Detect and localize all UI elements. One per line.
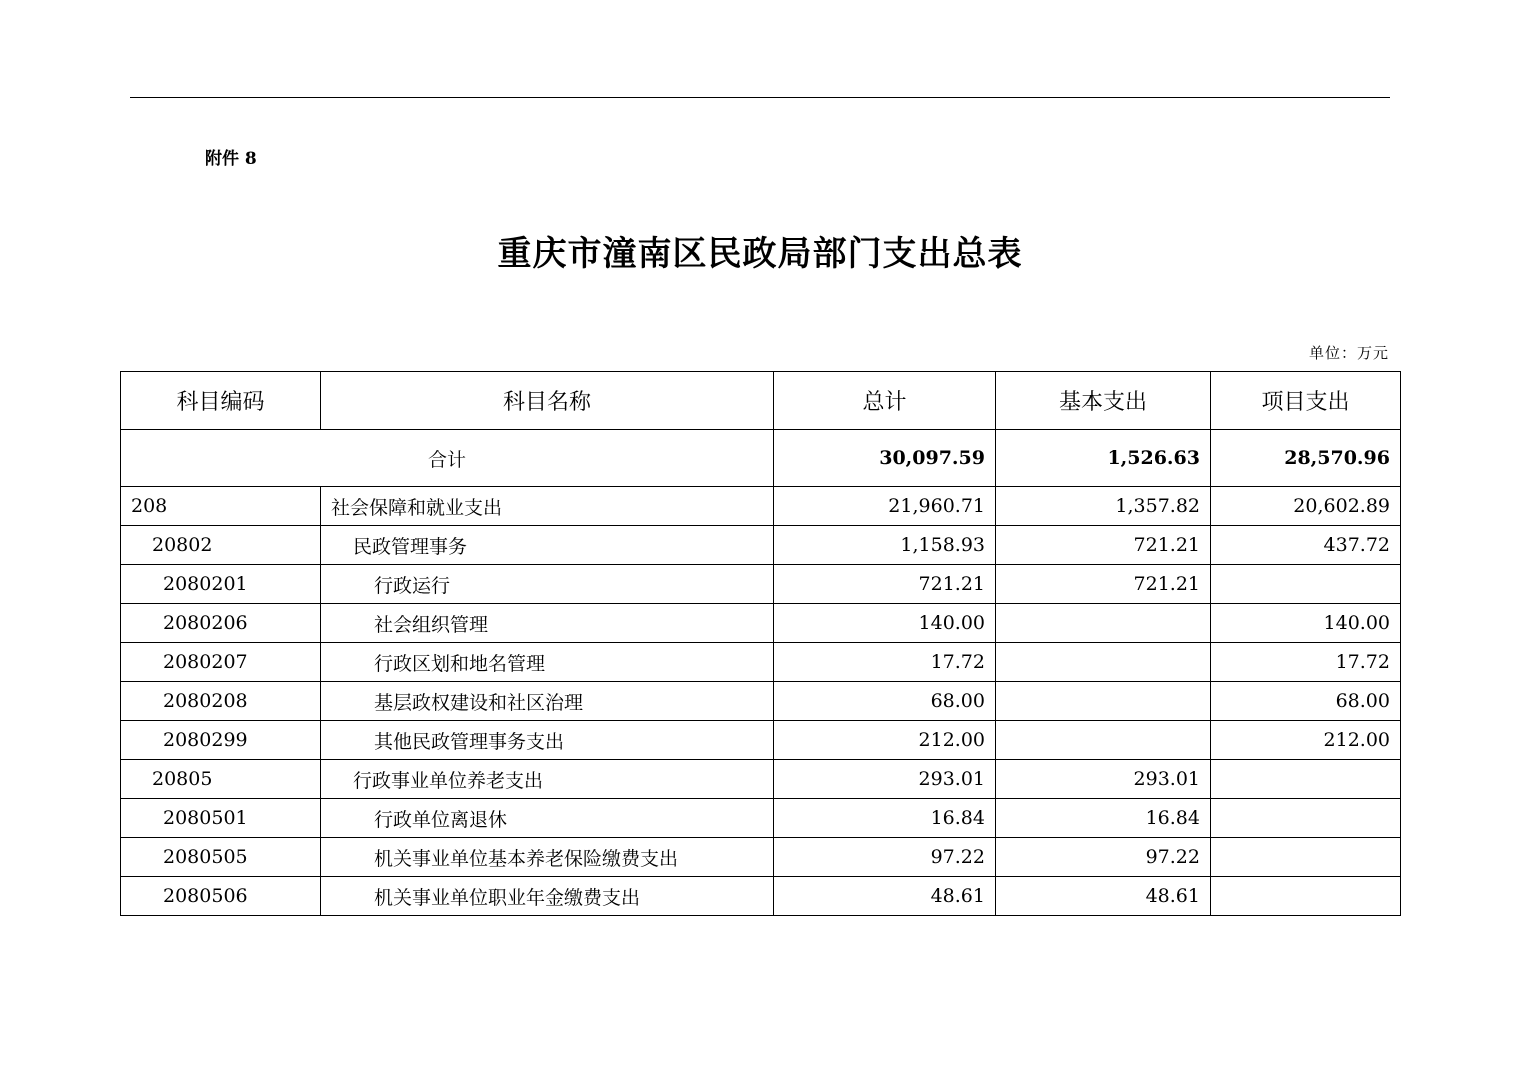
row-project: [1211, 838, 1401, 877]
row-code: 2080207: [121, 643, 321, 682]
row-basic: 48.61: [996, 877, 1211, 916]
row-code: 20802: [121, 526, 321, 565]
row-total: 293.01: [774, 760, 996, 799]
table-row: [121, 838, 1401, 877]
row-total: 140.00: [774, 604, 996, 643]
table-row: [121, 604, 1401, 643]
row-project: 68.00: [1211, 682, 1401, 721]
row-name: 民政管理事务: [321, 526, 774, 565]
row-code: 2080201: [121, 565, 321, 604]
row-total: 16.84: [774, 799, 996, 838]
row-code: 2080208: [121, 682, 321, 721]
row-project: [1211, 877, 1401, 916]
row-project: 140.00: [1211, 604, 1401, 643]
row-project: 17.72: [1211, 643, 1401, 682]
header-project: 项目支出: [1211, 372, 1401, 430]
row-basic: [996, 682, 1211, 721]
table-row: [121, 565, 1401, 604]
row-total: 1,158.93: [774, 526, 996, 565]
row-total: 212.00: [774, 721, 996, 760]
table-row: [121, 721, 1401, 760]
row-project: 20,602.89: [1211, 487, 1401, 526]
row-total: 48.61: [774, 877, 996, 916]
row-basic: [996, 643, 1211, 682]
row-name: 行政单位离退休: [321, 799, 774, 838]
row-project: [1211, 565, 1401, 604]
row-project: 437.72: [1211, 526, 1401, 565]
row-total: 97.22: [774, 838, 996, 877]
table-row: [121, 643, 1401, 682]
row-basic: [996, 604, 1211, 643]
row-name: 机关事业单位职业年金缴费支出: [321, 877, 774, 916]
row-name: 行政运行: [321, 565, 774, 604]
row-code: 2080501: [121, 799, 321, 838]
row-project: [1211, 760, 1401, 799]
row-basic: 721.21: [996, 526, 1211, 565]
row-total: 68.00: [774, 682, 996, 721]
row-name: 机关事业单位基本养老保险缴费支出: [321, 838, 774, 877]
unit-label: 单位：万元: [1308, 344, 1389, 362]
total-total: 30,097.59: [774, 430, 996, 487]
attachment-label: 附件 8: [205, 149, 257, 169]
total-row: [121, 430, 1401, 487]
row-code: 20805: [121, 760, 321, 799]
row-code: 2080506: [121, 877, 321, 916]
total-label: 合计: [121, 430, 774, 487]
row-basic: 1,357.82: [996, 487, 1211, 526]
row-basic: [996, 721, 1211, 760]
header-basic: 基本支出: [996, 372, 1211, 430]
row-basic: 16.84: [996, 799, 1211, 838]
row-total: 721.21: [774, 565, 996, 604]
row-name: 基层政权建设和社区治理: [321, 682, 774, 721]
table-body: [121, 430, 1401, 916]
row-name: 社会保障和就业支出: [321, 487, 774, 526]
row-code: 2080299: [121, 721, 321, 760]
row-basic: 97.22: [996, 838, 1211, 877]
row-code: 2080505: [121, 838, 321, 877]
table-row: [121, 682, 1401, 721]
row-name: 其他民政管理事务支出: [321, 721, 774, 760]
total-project: 28,570.96: [1211, 430, 1401, 487]
header-total: 总计: [774, 372, 996, 430]
total-basic: 1,526.63: [996, 430, 1211, 487]
row-code: 2080206: [121, 604, 321, 643]
row-name: 行政事业单位养老支出: [321, 760, 774, 799]
page-title: 重庆市潼南区民政局部门支出总表: [497, 234, 1023, 274]
header-rule: [130, 97, 1390, 98]
row-total: 17.72: [774, 643, 996, 682]
row-total: 21,960.71: [774, 487, 996, 526]
expenditure-table: [120, 371, 1401, 916]
table-row: [121, 799, 1401, 838]
row-basic: 293.01: [996, 760, 1211, 799]
table-row: [121, 760, 1401, 799]
table-row: [121, 877, 1401, 916]
table-row: [121, 526, 1401, 565]
header-code: 科目编码: [121, 372, 321, 430]
row-name: 社会组织管理: [321, 604, 774, 643]
row-basic: 721.21: [996, 565, 1211, 604]
table-row: [121, 487, 1401, 526]
row-project: [1211, 799, 1401, 838]
row-code: 208: [121, 487, 321, 526]
header-name: 科目名称: [321, 372, 774, 430]
row-project: 212.00: [1211, 721, 1401, 760]
table-header-row: [121, 372, 1401, 430]
row-name: 行政区划和地名管理: [321, 643, 774, 682]
